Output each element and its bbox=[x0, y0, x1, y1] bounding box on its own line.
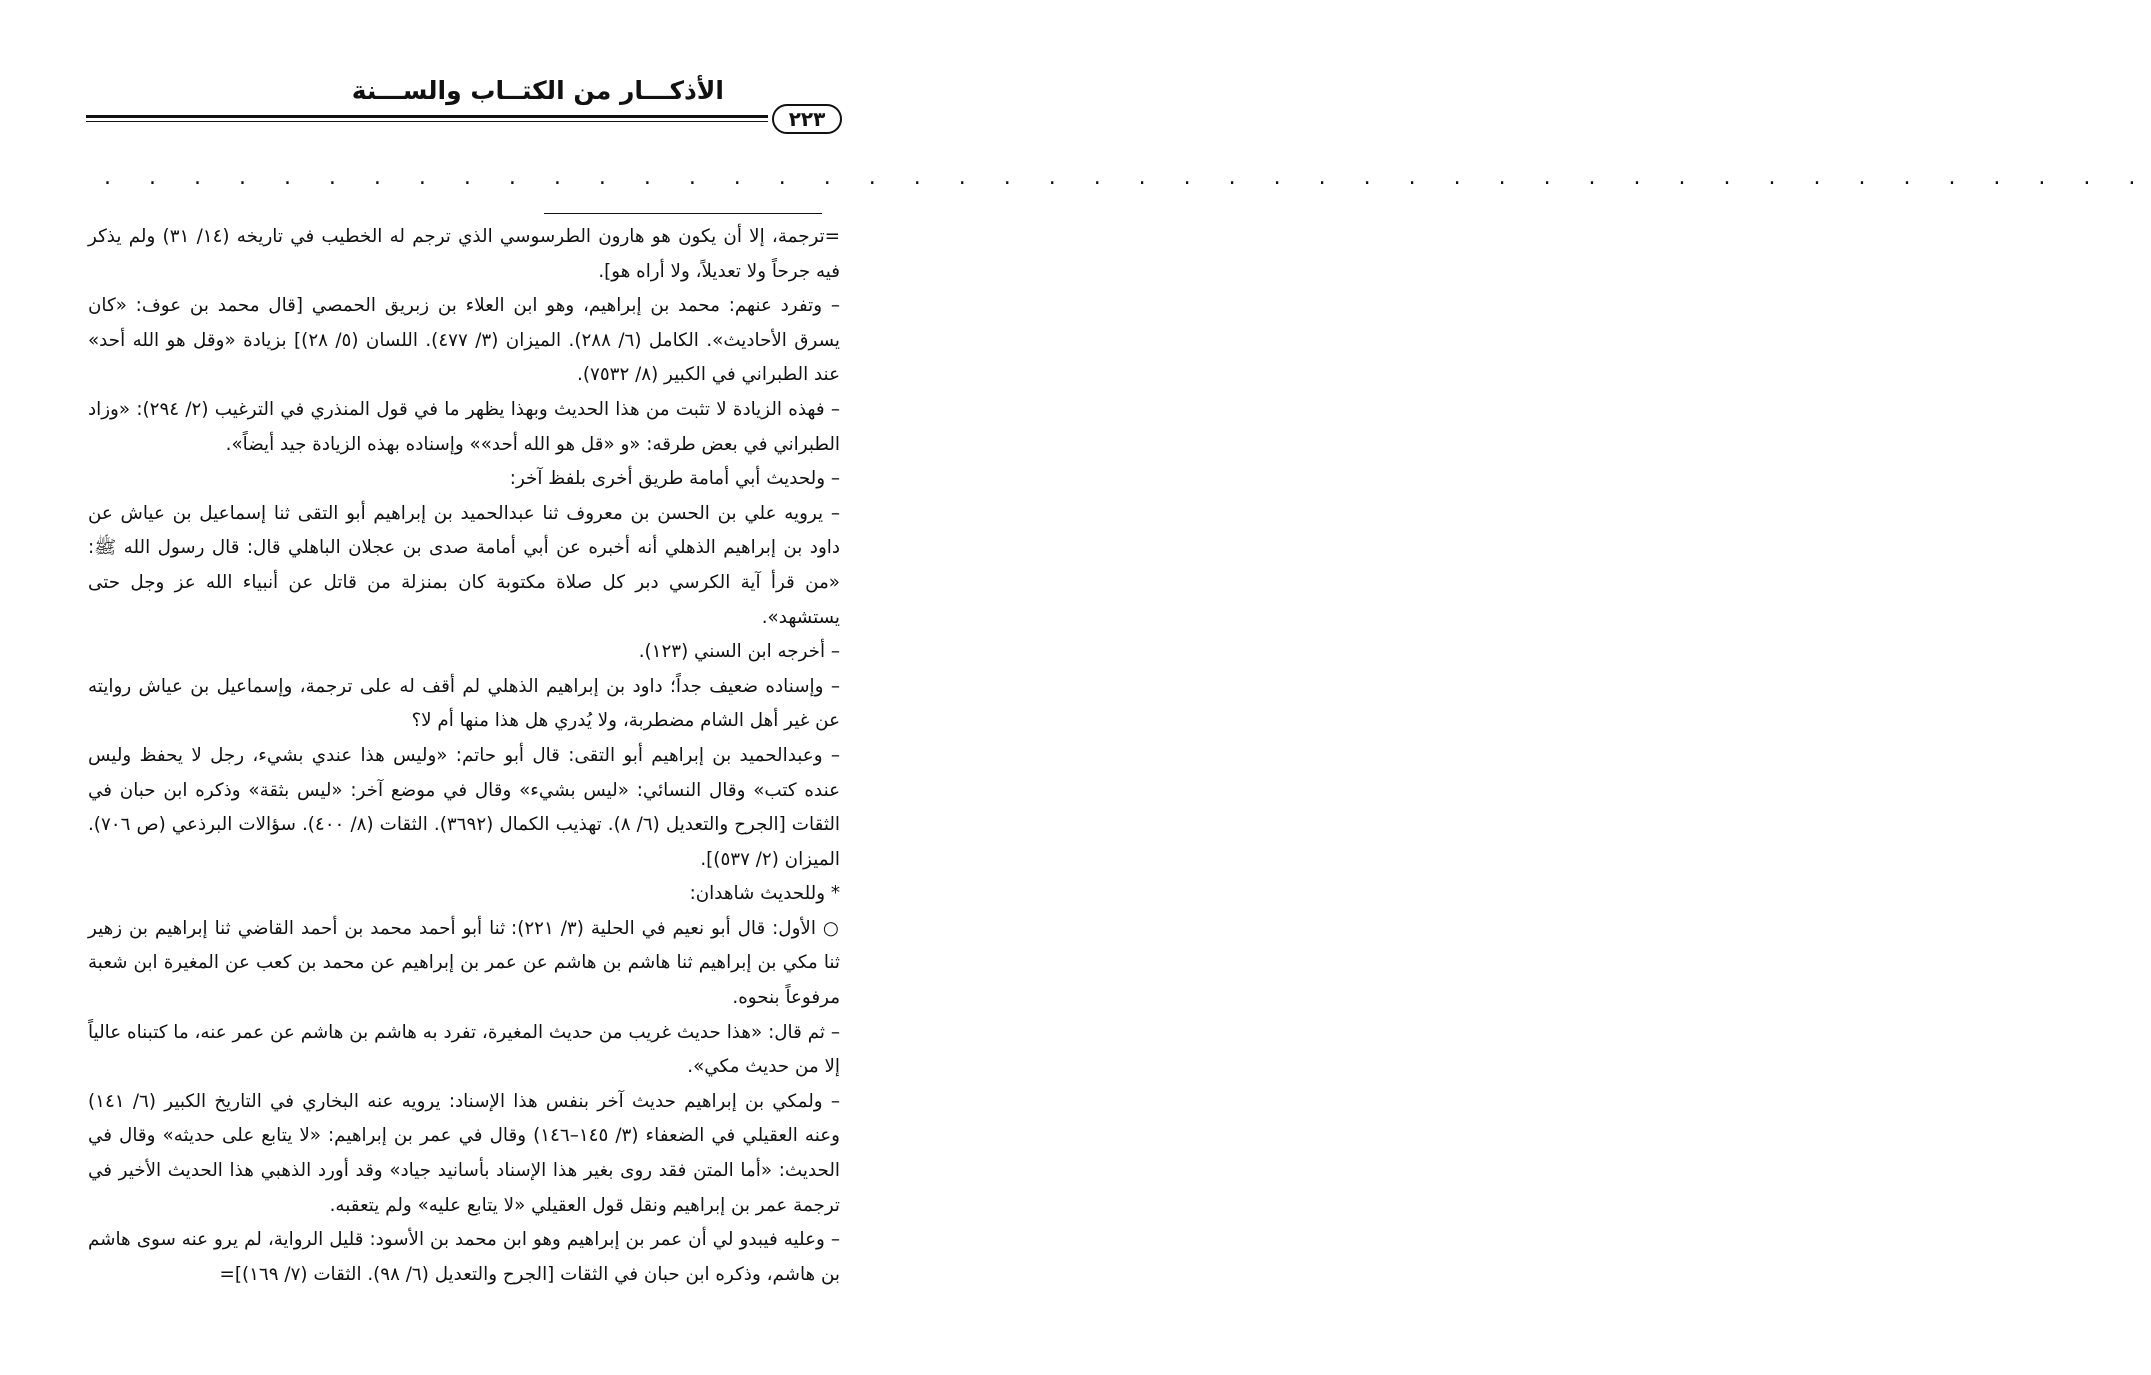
header-rule-thick bbox=[86, 115, 768, 118]
page-number: ٢٢٣ bbox=[772, 104, 842, 134]
paragraph: * وللحديث شاهدان: bbox=[689, 883, 840, 905]
paragraph: – فهذه الزيادة لا تثبت من هذا الحديث وبهذا يظهر ما في قول المنذري في الترغيب (٢/ ٢٩٤): «وزاد الطبراني في بعض طرقه: «و «قل هو الله أحد»» وإسناده بهذه الزيادة جيد أيضاً». bbox=[88, 398, 840, 455]
paragraph: – وعبدالحميد بن إبراهيم أبو التقى: قال أبو حاتم: «وليس هذا عندي بشيء، رجل لا يحفظ وليس عنده كتب» وقال النسائي: «ليس بشيء» وقال في موضع آخر: «ليس بثقة» وذكره ابن حبان في الثقات [الجرح والتعديل (٦/ ٨). تهذيب الكمال (٣٦٩٢). الثقات (٨/ ٤٠٠). سؤالات البرذعي (ص ٧٠٦). الميزان (٢/ ٥٣٧)]. bbox=[88, 744, 840, 870]
paragraph: – أخرجه ابن السني (١٢٣). bbox=[638, 641, 840, 663]
page-header bbox=[86, 68, 842, 138]
paragraph: – ولحديث أبي أمامة طريق أخرى بلفظ آخر: bbox=[509, 468, 840, 490]
paragraph: – يرويه علي بن الحسن بن معروف ثنا عبدالحميد بن إبراهيم أبو التقى ثنا إسماعيل بن عياش عن داود بن إبراهيم الذهلي أنه أخبره عن أبي أمامة صدى بن عجلان الباهلي قال: قال رسول الله ﷺ: «من قرأ آية الكرسي دبر كل صلاة مكتوبة كان بمنزلة من قاتل عن أنبياء الله عز وجل حتى يستشهد». bbox=[88, 502, 840, 628]
footnote-rule bbox=[544, 213, 822, 214]
paragraph: ○ الأول: قال أبو نعيم في الحلية (٣/ ٢٢١): ثنا أبو أحمد محمد بن أحمد القاضي ثنا إبراهيم بن زهير ثنا مكي بن إبراهيم ثنا هاشم بن هاشم عن عمر بن إبراهيم عن محمد بن كعب عن المغيرة ابن شعبة مرفوعاً بنحوه. bbox=[88, 917, 840, 1009]
footnote-body bbox=[88, 220, 840, 1292]
section-separator-dots: . . . . . . . . . . . . . . . . . . . . . . . . . . . . . . . . . . . . . . . . . . . . . . bbox=[104, 165, 2151, 190]
header-double-rule bbox=[86, 115, 768, 125]
header-rule-thin bbox=[86, 121, 768, 122]
paragraph: =ترجمة، إلا أن يكون هو هارون الطرسوسي الذي ترجم له الخطيب في تاريخه (١٤/ ٣١) ولم يذكر فيه جرحاً ولا تعديلاً، ولا أراه هو]. bbox=[88, 226, 840, 282]
book-title: الأذكـــار من الكتــاب والســـنة bbox=[351, 76, 724, 105]
paragraph: – وعليه فيبدو لي أن عمر بن إبراهيم وهو ابن محمد بن الأسود: قليل الرواية، لم يرو عنه سوى هاشم بن هاشم، وذكره ابن حبان في الثقات [الجرح والتعديل (٦/ ٩٨). الثقات (٧/ ١٦٩)]= bbox=[88, 1229, 840, 1285]
paragraph: – ثم قال: «هذا حديث غريب من حديث المغيرة، تفرد به هاشم بن هاشم عن عمر عنه، ما كتبناه عالياً إلا من حديث مكي». bbox=[88, 1021, 840, 1078]
paragraph: – وتفرد عنهم: محمد بن إبراهيم، وهو ابن العلاء بن زبريق الحمصي [قال محمد بن عوف: «كان يسرق الأحاديث». الكامل (٦/ ٢٨٨). الميزان (٣/ ٤٧٧). اللسان (٥/ ٢٨)] بزيادة «وقل هو الله أحد» عند الطبراني في الكبير (٨/ ٧٥٣٢). bbox=[88, 295, 840, 386]
paragraph: – ولمكي بن إبراهيم حديث آخر بنفس هذا الإسناد: يرويه عنه البخاري في التاريخ الكبير (٦/ ١٤١) وعنه العقيلي في الضعفاء (٣/ ١٤٥–١٤٦) وقال في عمر بن إبراهيم: «لا يتابع على حديثه» وقال في الحديث: «أما المتن فقد روى بغير هذا الإسناد بأسانيد جياد» وقد أورد الذهبي هذا الحديث الأخير في ترجمة عمر بن إبراهيم ونقل قول العقيلي «لا يتابع عليه» ولم يتعقبه. bbox=[88, 1090, 840, 1216]
paragraph: – وإسناده ضعيف جداً؛ داود بن إبراهيم الذهلي لم أقف له على ترجمة، وإسماعيل بن عياش روايته عن غير أهل الشام مضطربة، ولا يُدري هل هذا منها أم لا؟ bbox=[88, 675, 840, 732]
